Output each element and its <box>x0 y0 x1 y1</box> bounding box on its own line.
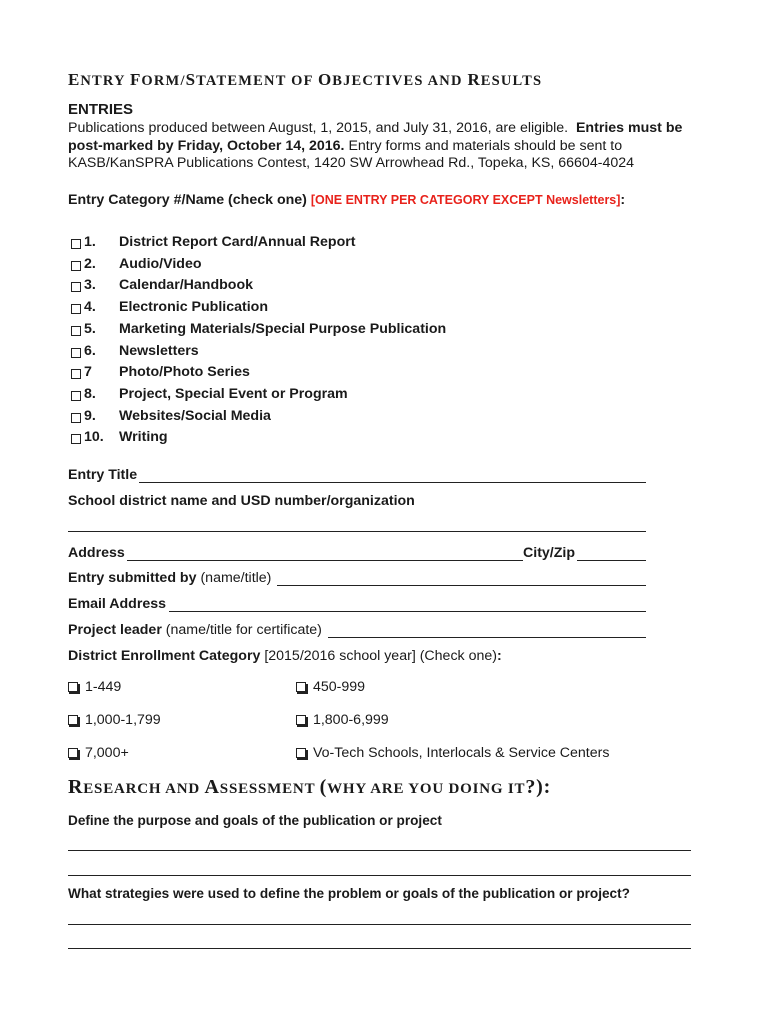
checkbox[interactable] <box>71 304 81 314</box>
form-title: ENTRY FORM/STATEMENT OF OBJECTIVES AND RESULTS <box>68 70 543 89</box>
address-input[interactable] <box>127 560 523 561</box>
research-assessment-heading: RESEARCH AND ASSESSMENT (WHY ARE YOU DOING IT?): <box>68 776 552 798</box>
enrollment-option-1-449[interactable]: 1-449 <box>68 679 121 695</box>
school-district-label: School district name and USD number/organization <box>68 493 415 509</box>
intro-deadline: post-marked by Friday, October 14, 2016. <box>68 137 345 154</box>
purpose-answer-line-1[interactable] <box>68 850 691 851</box>
checkbox[interactable] <box>71 413 81 423</box>
intro-mailing-address: KASB/KanSPRA Publications Contest, 1420 SW Arrowhead Rd., Topeka, KS, 66604-4024 <box>68 155 635 171</box>
checkbox[interactable] <box>71 348 81 358</box>
checkbox[interactable] <box>68 715 78 725</box>
strategies-answer-line-2[interactable] <box>68 948 691 949</box>
checkbox[interactable] <box>71 261 81 271</box>
school-district-input[interactable] <box>68 531 646 532</box>
submitted-by-label: Entry submitted by <box>68 570 197 586</box>
address-field <box>68 545 125 565</box>
enrollment-option-7000-plus[interactable]: 7,000+ <box>68 745 129 761</box>
entry-form-page: ENTRY FORM/STATEMENT OF OBJECTIVES AND RESULTS ENTRIES Publications produced between August, 1, 2015, and July 31, 2016, are eligible. Entries must be post-marked by Friday, October 14, 2016. Entry forms and materials should be sent to KASB/KanSPRA Publications Contest, 1420 SW Arrowhead Rd., Topeka, KS, 66604-4024 Entry Category #/Name (check one) [ONE ENTRY PER CATEGORY EXCEPT Newsletters]: 1. District Report Card/Annual Report 2. Audio/Video 3. Calendar/Handbook 4. Electronic Publication 5. Marketing Materials/Special Purpose Publication 6. Newsletters 7 Photo/Photo Series 8. Project, Special Event or Program 9. Websites/Social Media 10. Writing Entry Title School district name and USD number/organization Address City/Zip Entry submitted by (name/title) Email Address Project leader (name/title for certificate) District Enrollment Category [2015/2016 school year] (Check one): 1-449 450-999 1,000-1,799 1,800-6,999 7,000+ Vo-Tech Schools, Interlocals & Service Centers RESEARCH AND ASSESSMENT (WHY ARE YOU DOING IT?): Define the purpose and goals of the publication or project What strategies were used to define the problem or goals of the publication or project? <box>0 0 770 1024</box>
email-label: Email Address <box>68 596 167 612</box>
project-leader-label: Project leader <box>68 622 162 638</box>
email-input[interactable] <box>169 611 646 612</box>
city-zip-label: City/Zip <box>523 545 576 561</box>
entry-category-note: [ONE ENTRY PER CATEGORY EXCEPT Newsletters] <box>310 193 621 207</box>
checkbox[interactable] <box>71 391 81 401</box>
submitted-by-field <box>68 570 271 590</box>
submitted-by-input[interactable] <box>277 585 646 586</box>
entry-title-input[interactable] <box>139 482 646 483</box>
entries-intro <box>68 120 708 173</box>
enrollment-field: District Enrollment Category [2015/2016 school year] (Check one): <box>68 648 502 664</box>
checkbox[interactable] <box>68 748 78 758</box>
checkbox[interactable] <box>71 434 81 444</box>
checkbox[interactable] <box>68 682 78 692</box>
purpose-answer-line-2[interactable] <box>68 875 691 876</box>
checkbox[interactable] <box>296 682 306 692</box>
checkbox[interactable] <box>296 748 306 758</box>
entry-title-label: Entry Title <box>68 467 138 483</box>
question-purpose-goals: Define the purpose and goals of the publication or project <box>68 813 442 828</box>
enrollment-option-1800-6999[interactable]: 1,800-6,999 <box>296 712 389 728</box>
question-strategies: What strategies were used to define the problem or goals of the publication or project? <box>68 886 630 901</box>
enrollment-hint: [2015/2016 school year] (Check one) <box>264 648 497 664</box>
entry-title-field <box>68 467 137 487</box>
entries-heading: ENTRIES <box>68 101 134 118</box>
strategies-answer-line-1[interactable] <box>68 924 691 925</box>
checkbox[interactable] <box>71 282 81 292</box>
checkbox[interactable] <box>296 715 306 725</box>
email-field <box>68 596 166 616</box>
project-leader-field <box>68 622 322 642</box>
enrollment-option-450-999[interactable]: 450-999 <box>296 679 365 695</box>
intro-eligibility: Publications produced between August, 1, 2015, and July 31, 2016, are eligible. <box>68 120 569 136</box>
enrollment-label: District Enrollment Category <box>68 648 261 664</box>
city-zip-input[interactable] <box>577 560 646 561</box>
submitted-by-hint: (name/title) <box>200 570 272 586</box>
enrollment-option-1000-1799[interactable]: 1,000-1,799 <box>68 712 161 728</box>
intro-deadline-lead: Entries must be <box>575 120 683 136</box>
checkbox[interactable] <box>71 326 81 336</box>
school-district-field <box>68 493 415 513</box>
enrollment-option-vo-tech[interactable]: Vo-Tech Schools, Interlocals & Service Centers <box>296 745 609 761</box>
project-leader-hint: (name/title for certificate) <box>165 622 322 638</box>
entry-category-label: Entry Category #/Name (check one) [ONE ENTRY PER CATEGORY EXCEPT Newsletters]: <box>68 192 626 208</box>
intro-send-to: Entry forms and materials should be sent to <box>348 137 623 154</box>
address-label: Address <box>68 545 125 561</box>
checkbox[interactable] <box>71 239 81 249</box>
project-leader-input[interactable] <box>328 637 646 638</box>
city-zip-field <box>523 545 575 565</box>
checkbox[interactable] <box>71 369 81 379</box>
